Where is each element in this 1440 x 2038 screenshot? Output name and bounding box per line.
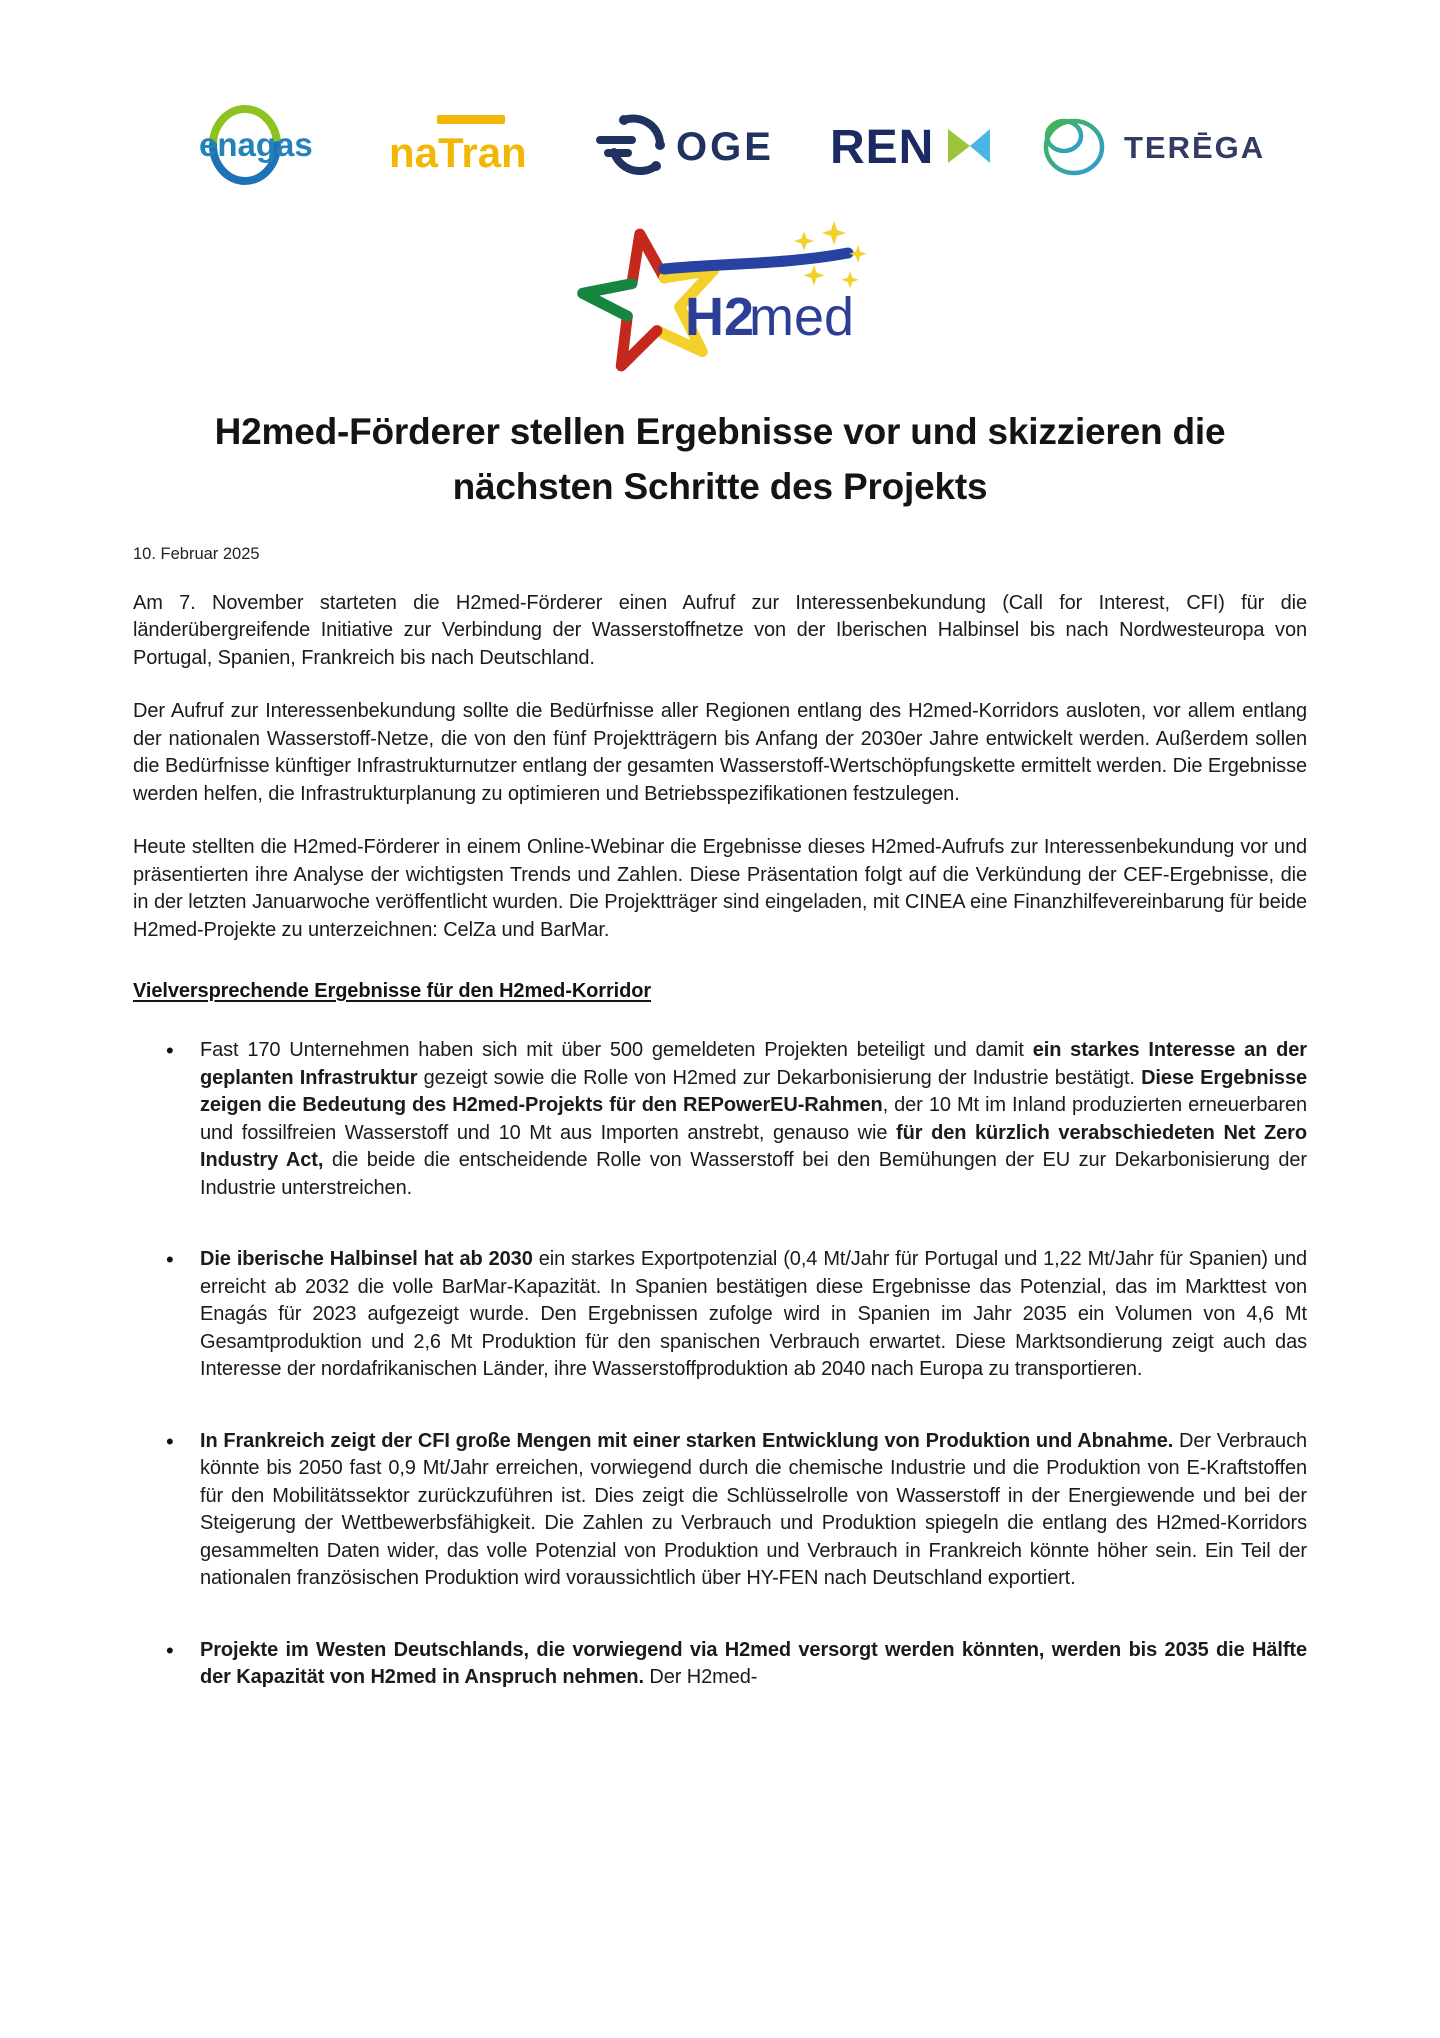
paragraph-intro: Am 7. November starteten die H2med-Förderer einen Aufruf zur Interessenbekundung (Call for Interest, CFI) für die länderübergreifende Initiative zur Verbindung der Wasserstoffnetze von der Iberischen Halbinsel bis nach Nordwesteuropa von Portugal, Spanien, Frankreich bis nach Deutschland. [133,591,1307,669]
enagas-logo-icon [195,97,345,193]
ren-bowtie-right [970,129,990,163]
natran-wordmark: naTran [388,129,527,176]
terega-logo [1032,100,1267,190]
bullet-item-interest: • Fast 170 Unternehmen haben sich mit über 500 gemeldeten Projekten beteiligt und damit ein starkes Interesse an der geplanten Infrastruktur gezeigt sowie die Rolle von H2med zur Dekarbonisierung der Industrie bestätigt. Diese Ergebnisse zeigen die Bedeutung des H2med-Projekts für den REPowerEU-Rahmen, der 10 Mt im Inland produzierten erneuerbaren und fossilfreien Wasserstoff und 10 Mt aus Importen anstrebt, genauso wie für den kürzlich verabschiedeten Net Zero Industry Act, die beide die entscheidende Rolle von Wasserstoff bei den Bemühungen der EU zur Dekarbonisierung der Industrie unterstreichen. [133,1037,1307,1202]
bullet-item-france: • In Frankreich zeigt der CFI große Mengen mit einer starken Entwicklung von Produktion und Abnahme. Der Verbrauch könnte bis 2050 fast 0,9 Mt/Jahr erreichen, vorwiegend durch die chemische Industrie und die Produktion von E-Kraftstoffen für den Mobilitätssektor zurückzuführen ist. Dies zeigt die Schlüsselrolle von Wasserstoff in der Energiewende und bei der Steigerung der Wettbewerbsfähigkeit. Die Zahlen zu Verbrauch und Produktion spiegeln die entlang des H2med-Korridors gesammelten Daten wider, das volle Potenzial von Produktion und Verbrauch in Frankreich könnte höher sein. Ein Teil der nationalen französischen Produktion wird voraussichtlich über HY-FEN nach Deutschland exportiert. [133,1428,1307,1593]
ren-logo-icon [830,105,990,185]
ren-bowtie-left [948,129,970,163]
h2med-trail [664,253,848,269]
h2med-wordmark-med: med [749,287,855,347]
natran-logo [387,105,552,185]
ren-logo [830,105,990,185]
partner-logos-row [195,95,1267,195]
results-bullet-list [133,1037,1307,1692]
h2med-star-green [583,284,632,317]
bullet-item-iberia: • Die iberische Halbinsel hat ab 2030 ein starkes Exportpotenzial (0,4 Mt/Jahr für Portugal und 1,22 Mt/Jahr für Spanien) und erreicht ab 2032 die volle BarMar-Kapazität. In Spanien bestätigen diese Ergebnisse das Potenzial, das im Markttest von Enagás für 2023 aufgezeigt wurde. Den Ergebnissen zufolge wird in Spanien im Jahr 2035 ein Volumen von 4,6 Mt Gesamtproduktion und 2,6 Mt Produktion für den spanischen Verbrauch erwartet. Diese Marktsondierung zeigt auch das Interesse der nordafrikanischen Länder, ihre Wasserstoffproduktion ab 2040 nach Europa zu transportieren. [133,1246,1307,1384]
terega-wordmark: TERĒGA [1124,130,1266,165]
oge-logo-icon [594,100,789,190]
ren-wordmark: REN [830,121,935,174]
oge-wordmark: OGE [675,125,774,169]
bullet-item-germany: • Projekte im Westen Deutschlands, die vorwiegend via H2med versorgt werden könnten, werden bis 2035 die Hälfte der Kapazität von H2med in Anspruch nehmen. Der H2med- [133,1637,1307,1692]
paragraph-webinar: Heute stellten die H2med-Förderer in einem Online-Webinar die Ergebnisse dieses H2med-Aufrufs zur Interessenbekundung vor und präsentierten ihre Analyse der wichtigsten Trends und Zahlen. Diese Präsentation folgt auf die Verkündung der CEF-Ergebnisse, die in der letzten Januarwoche veröffentlicht wurden. Die Projektträger sind eingeladen, mit CINEA eine Finanzhilfevereinbarung für beide H2med-Projekte zu unterzeichnen: CelZa und BarMar. [133,836,1307,941]
h2med-logo [552,213,888,381]
natran-logo-icon [387,105,552,185]
h2med-wordmark-h2: H2 [685,287,755,347]
oge-logo [594,100,789,190]
enagas-logo [195,97,345,193]
page-title: H2med-Förderer stellen Ergebnisse vor und skizzieren die nächsten Schritte des Projekts [214,411,1226,507]
h2med-star-red-bottom [621,316,657,366]
paragraph-cfi-scope: Der Aufruf zur Interessenbekundung sollte die Bedürfnisse aller Regionen entlang des H2med-Korridors ausloten, vor allem entlang der nationalen Wasserstoff-Netze, die von den fünf Projektträgern bis Anfang der 2030er Jahre entwickelt werden. Außerdem sollen die Bedürfnisse künftiger Infrastrukturnutzer entlang der gesamten Wasserstoff-Wertschöpfungskette ermittelt werden. Die Ergebnisse werden helfen, die Infrastrukturplanung zu optimieren und Betriebsspezifikationen festzulegen. [133,700,1307,805]
terega-logo-icon [1032,100,1267,190]
section-heading: Vielversprechende Ergebnisse für den H2med-Korridor [133,980,652,1002]
enagas-wordmark: enagas [199,126,313,163]
date-line: 10. Februar 2025 [133,544,260,563]
